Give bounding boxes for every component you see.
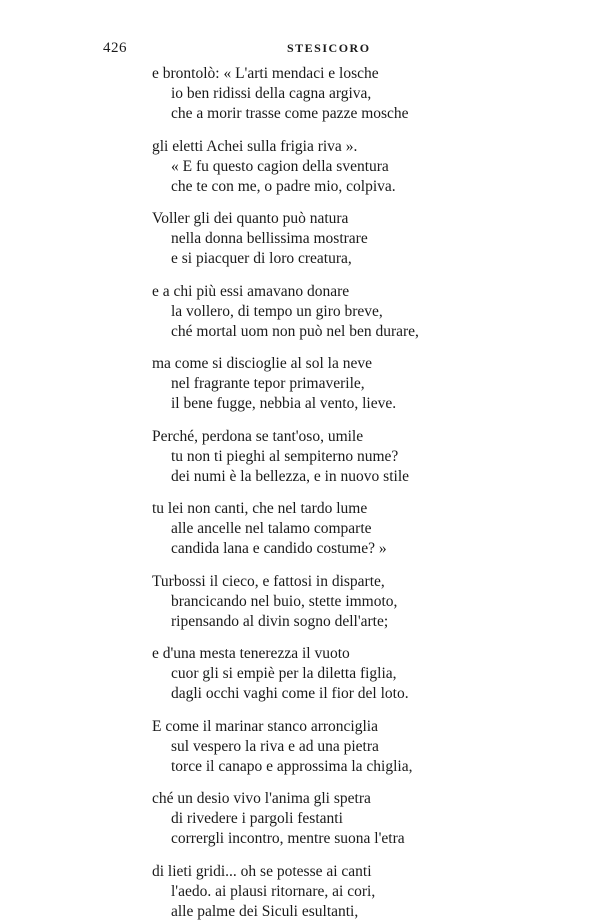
verse-line: Voller gli dei quanto può natura <box>152 210 349 227</box>
verse-line: ma come si discioglie al sol la neve <box>152 355 372 372</box>
stanza <box>152 282 492 342</box>
verse-line: ché mortal uom non può nel ben durare, <box>171 322 419 340</box>
stanza <box>152 64 492 124</box>
stanza <box>152 644 492 704</box>
verse-line: Perché, perdona se tant'oso, umile <box>152 427 364 445</box>
verse-line: e d'una mesta tenerezza il vuoto <box>152 645 350 662</box>
verse-line: torce il canapo e approssima la chiglia, <box>171 757 413 775</box>
verse-line: di lieti gridi... oh se potesse ai canti <box>152 862 372 880</box>
verse-line: ché un desio vivo l'anima gli spetra <box>152 790 371 807</box>
stanza <box>152 862 492 922</box>
stanza <box>152 572 492 632</box>
page-header <box>0 40 600 60</box>
verse-line: e brontolò: « L'arti mendaci e losche <box>152 65 379 82</box>
verse-line: il bene fugge, nebbia al vento, lieve. <box>171 395 397 412</box>
verse-line: corrergli incontro, mentre suona l'etra <box>171 830 405 847</box>
verse-line: « E fu questo cagion della sventura <box>171 157 389 175</box>
stanza <box>152 427 492 487</box>
verse-line: gli eletti Achei sulla frigia riva ». <box>152 137 358 155</box>
verse-line: dagli occhi vaghi come il fior del loto. <box>171 685 409 702</box>
verse-line: candida lana e candido costume? » <box>171 540 387 557</box>
verse-line: e si piacquer di loro creatura, <box>171 250 352 267</box>
stanza <box>152 789 492 849</box>
verse-line: ripensando al divin sogno dell'arte; <box>171 612 389 630</box>
stanza <box>152 137 492 197</box>
verse-line: che te con me, o padre mio, colpiva. <box>171 177 396 195</box>
verse-line: brancicando nel buio, stette immoto, <box>171 592 398 610</box>
verse-line: alle ancelle nel talamo comparte <box>171 520 372 537</box>
verse-line: sul vespero la riva e ad una pietra <box>171 737 379 755</box>
verse-line: l'aedo. ai plausi ritornare, ai cori, <box>171 882 376 900</box>
poem-text <box>152 64 492 922</box>
verse-line: e a chi più essi amavano donare <box>152 282 350 300</box>
verse-line: E come il marinar stanco arronciglia <box>152 717 378 735</box>
verse-line: tu lei non canti, che nel tardo lume <box>152 500 368 517</box>
stanza <box>152 209 492 269</box>
verse-line: la vollero, di tempo un giro breve, <box>171 302 383 320</box>
verse-line: tu non ti pieghi al sempiterno nume? <box>171 447 399 465</box>
verse-line: nel fragrante tepor primaverile, <box>171 375 365 392</box>
stanza <box>152 499 492 559</box>
verse-line: alle palme dei Siculi esultanti, <box>171 902 359 920</box>
verse-line: che a morir trasse come pazze mosche <box>171 105 409 122</box>
verse-line: cuor gli si empiè per la diletta figlia, <box>171 665 397 682</box>
verse-line: Turbossi il cieco, e fattosi in disparte, <box>152 572 385 590</box>
verse-line: io ben ridissi della cagna argiva, <box>171 85 372 102</box>
running-title: STESICORO <box>287 41 371 55</box>
verse-line: di rivedere i pargoli festanti <box>171 810 343 827</box>
stanza <box>152 354 492 414</box>
page-number: 426 <box>103 40 127 56</box>
verse-line: dei numi è la bellezza, e in nuovo stile <box>171 467 410 485</box>
stanza <box>152 717 492 777</box>
verse-line: nella donna bellissima mostrare <box>171 230 368 247</box>
